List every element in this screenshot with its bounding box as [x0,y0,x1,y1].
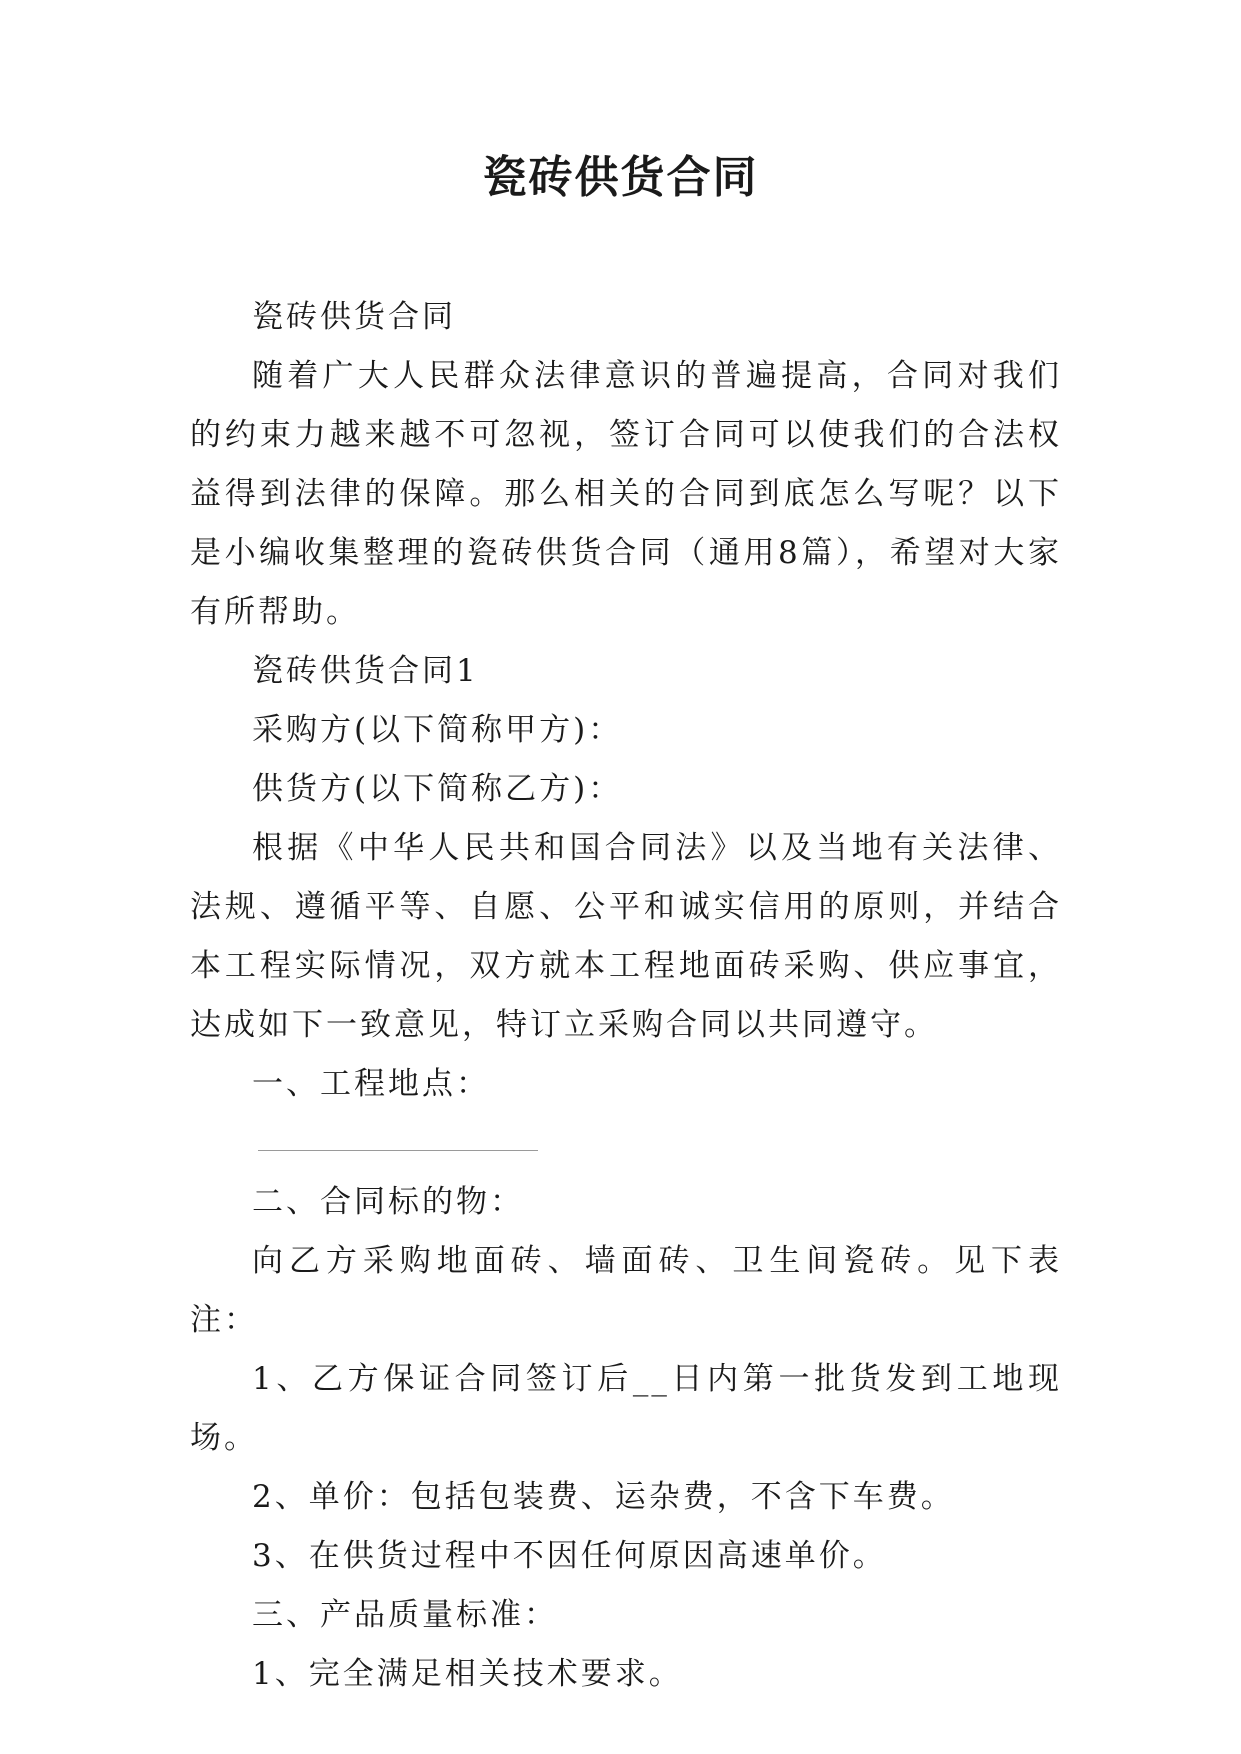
paragraph-purchase-items: 向乙方采购地面砖、墙面砖、卫生间瓷砖。见下表注： [190,1243,1062,1338]
document-body [190,288,1062,1704]
paragraph-item-3: 3、在供货过程中不因任何原因高速单价。 [252,1538,887,1574]
paragraph-basis: 根据《中华人民共和国合同法》以及当地有关法律、法规、遵循平等、自愿、公平和诚实信用的原则，并结合本工程实际情况，双方就本工程地面砖采购、供应事宜，达成如下一致意见，特订立采购合同以共同遵守。 [190,830,1062,1043]
paragraph-intro: 随着广大人民群众法律意识的普遍提高，合同对我们的约束力越来越不可忽视，签订合同可以使我们的合法权益得到法律的保障。那么相关的合同到底怎么写呢？以下是小编收集整理的瓷砖供货合同（通用8篇），希望对大家有所帮助。 [190,358,1062,630]
paragraph-contract-number: 瓷砖供货合同1 [252,653,479,689]
paragraph-item-1: 1、乙方保证合同签订后__日内第一批货发到工地现场。 [190,1361,1062,1456]
paragraph-buyer: 采购方(以下简称甲方)： [252,712,623,748]
paragraph-section-2: 二、合同标的物： [252,1184,524,1220]
paragraph-item-2: 2、单价：包括包装费、运杂费，不含下车费。 [252,1479,955,1515]
document-title: 瓷砖供货合同 [482,152,759,203]
paragraph-section-3: 三、产品质量标准： [252,1597,558,1633]
paragraph-quality-1: 1、完全满足相关技术要求。 [252,1656,683,1692]
fill-in-blank-line [258,1114,538,1173]
paragraph-section-1: 一、工程地点： [252,1066,490,1102]
paragraph-heading: 瓷砖供货合同 [252,299,456,335]
paragraph-supplier: 供货方(以下简称乙方)： [252,771,623,807]
